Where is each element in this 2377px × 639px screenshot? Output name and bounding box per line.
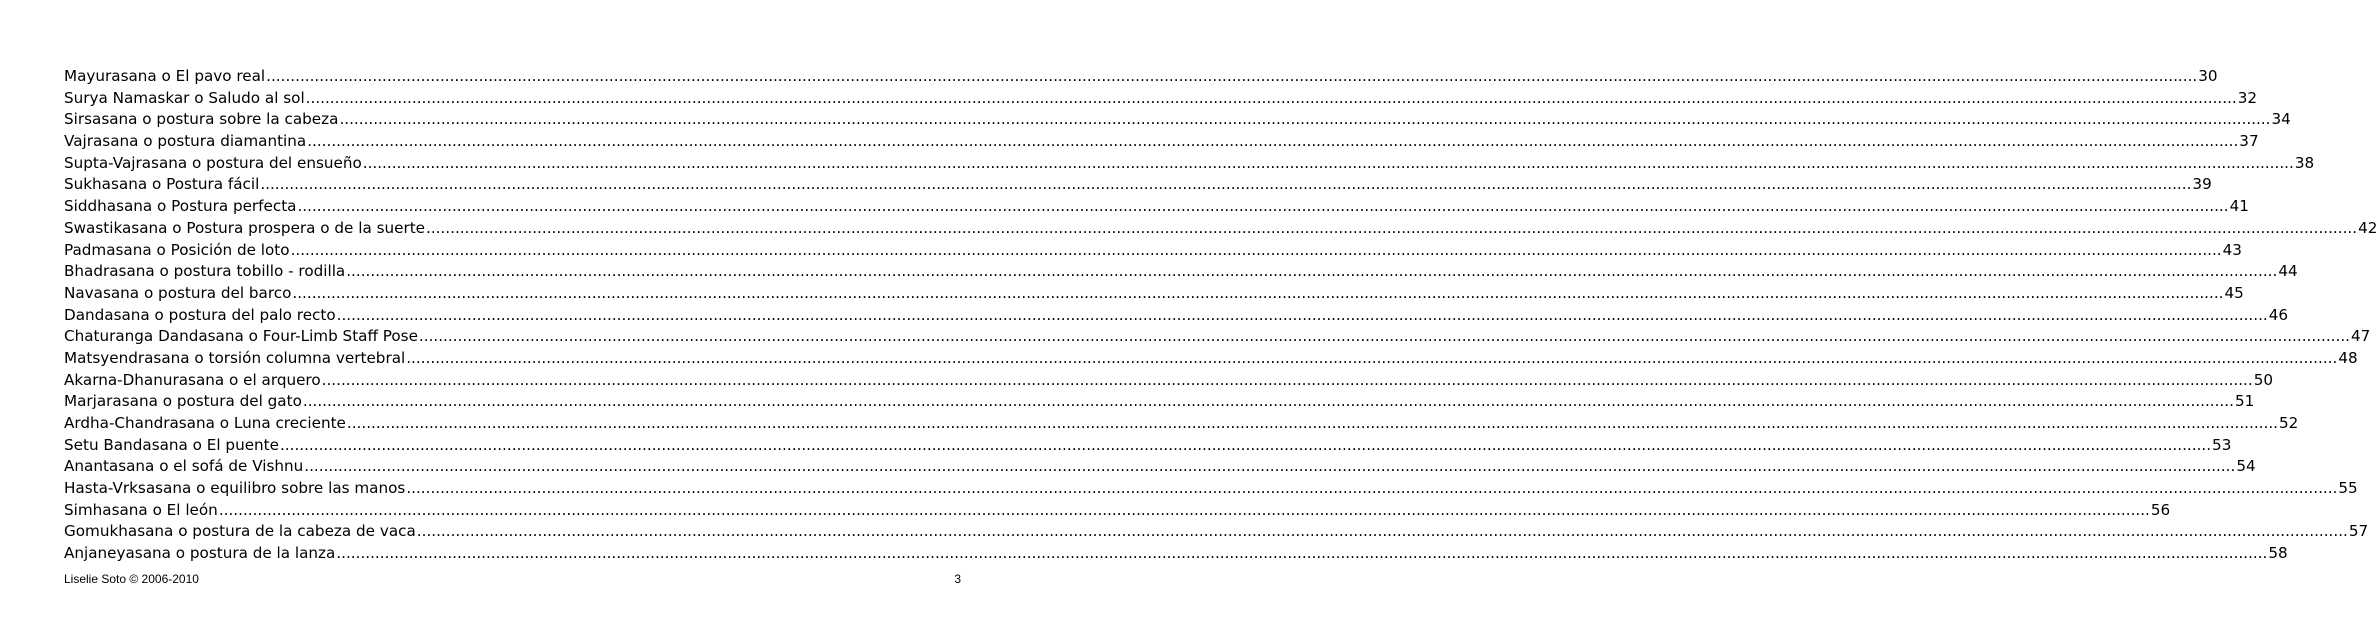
- toc-entry-title: Sukhasana o Postura fácil: [64, 175, 260, 194]
- toc-entry: [64, 478, 2358, 500]
- toc-entry-page: 41: [2229, 197, 2249, 216]
- toc-leader-dots: ................................................................................................................................................................................................................................................................................................................................................................................................................: [279, 435, 2212, 454]
- table-of-contents: [64, 66, 2377, 565]
- toc-entry-title: Surya Namaskar o Saludo al sol: [64, 88, 305, 107]
- toc-entry: [64, 153, 2315, 175]
- toc-entry: [64, 109, 2291, 131]
- toc-entry-page: 47: [2351, 327, 2371, 346]
- toc-entry-title: Navasana o postura del barco: [64, 283, 292, 302]
- toc-leader-dots: ................................................................................................................................................................................................................................................................................................................................................................................................................: [304, 457, 2236, 476]
- toc-entry: [64, 326, 2371, 348]
- toc-entry-title: Vajrasana o postura diamantina: [64, 132, 307, 151]
- toc-entry: [64, 391, 2255, 413]
- toc-entry-page: 52: [2278, 414, 2299, 432]
- toc-leader-dots: ................................................................................................................................................................................................................................................................................................................................................................................................................: [336, 544, 2268, 563]
- toc-entry-title: Padmasana o Posición de loto: [64, 240, 290, 259]
- toc-entry-page: 44: [2278, 262, 2298, 281]
- toc-entry-page: 50: [2253, 370, 2274, 389]
- toc-leader-dots: ................................................................................................................................................................................................................................................................................................................................................................................................................: [218, 500, 2150, 519]
- toc-entry-title: Ardha-Chandrasana o Luna creciente: [64, 414, 346, 432]
- toc-entry-page: 57: [2348, 522, 2369, 541]
- toc-leader-dots: ................................................................................................................................................................................................................................................................................................................................................................................................................: [302, 392, 2234, 411]
- toc-leader-dots: ................................................................................................................................................................................................................................................................................................................................................................................................................: [305, 88, 2237, 107]
- toc-leader-dots: ................................................................................................................................................................................................................................................................................................................................................................................................................: [297, 197, 2229, 216]
- toc-entry-title: Mayurasana o El pavo real: [64, 67, 266, 85]
- toc-entry-title: Marjarasana o postura del gato: [64, 392, 302, 411]
- toc-entry-page: 48: [2338, 348, 2358, 367]
- toc-leader-dots: ................................................................................................................................................................................................................................................................................................................................................................................................................: [260, 175, 2192, 194]
- toc-entry-title: Matsyendrasana o torsión columna vertebral: [64, 348, 406, 367]
- toc-entry-page: 34: [2271, 110, 2291, 129]
- toc-entry: [64, 435, 2232, 457]
- toc-entry: [64, 413, 2299, 435]
- toc-entry-page: 39: [2192, 175, 2212, 194]
- toc-entry-title: Akarna-Dhanurasana o el arquero: [64, 370, 321, 389]
- toc-leader-dots: ................................................................................................................................................................................................................................................................................................................................................................................................................: [406, 348, 2338, 367]
- toc-leader-dots: ................................................................................................................................................................................................................................................................................................................................................................................................................: [339, 110, 2271, 129]
- toc-entry-page: 58: [2268, 544, 2288, 563]
- footer-author: Liselie Soto © 2006-2010: [64, 572, 199, 586]
- toc-entry: [64, 348, 2358, 370]
- toc-entry-page: 56: [2150, 500, 2171, 519]
- toc-entry-title: Gomukhasana o postura de la cabeza de vaca: [64, 522, 416, 541]
- toc-leader-dots: ................................................................................................................................................................................................................................................................................................................................................................................................................: [336, 305, 2268, 324]
- toc-entry: [64, 283, 2244, 305]
- toc-entry: [64, 196, 2249, 218]
- toc-entry-title: Setu Bandasana o El puente: [64, 435, 279, 454]
- toc-entry: [64, 543, 2288, 565]
- toc-entry: [64, 305, 2289, 327]
- toc-entry: [64, 174, 2212, 196]
- footer-page-number: 3: [954, 572, 961, 586]
- toc-leader-dots: ................................................................................................................................................................................................................................................................................................................................................................................................................: [266, 67, 2198, 85]
- toc-entry: [64, 88, 2258, 110]
- toc-leader-dots: ................................................................................................................................................................................................................................................................................................................................................................................................................: [346, 414, 2278, 432]
- toc-entry: [64, 500, 2171, 522]
- toc-leader-dots: ................................................................................................................................................................................................................................................................................................................................................................................................................: [426, 218, 2358, 237]
- toc-entry-page: 30: [2198, 67, 2218, 85]
- toc-leader-dots: ................................................................................................................................................................................................................................................................................................................................................................................................................: [307, 132, 2239, 151]
- toc-leader-dots: ................................................................................................................................................................................................................................................................................................................................................................................................................: [292, 283, 2224, 302]
- toc-entry-title: Hasta-Vrksasana o equilibro sobre las manos: [64, 479, 406, 498]
- toc-entry: [64, 131, 2259, 153]
- toc-entry: [64, 521, 2369, 543]
- toc-entry-page: 43: [2222, 240, 2242, 259]
- toc-entry-page: 37: [2239, 132, 2259, 151]
- toc-leader-dots: ................................................................................................................................................................................................................................................................................................................................................................................................................: [418, 327, 2350, 346]
- toc-entry: [64, 218, 2377, 240]
- toc-entry-title: Bhadrasana o postura tobillo - rodilla: [64, 262, 346, 281]
- toc-entry-title: Simhasana o El león: [64, 500, 218, 519]
- toc-entry-title: Anjaneyasana o postura de la lanza: [64, 544, 336, 563]
- toc-entry-title: Anantasana o el sofá de Vishnu: [64, 457, 304, 476]
- toc-entry-title: Dandasana o postura del palo recto: [64, 305, 336, 324]
- toc-entry: [64, 240, 2242, 262]
- toc-leader-dots: ................................................................................................................................................................................................................................................................................................................................................................................................................: [416, 522, 2348, 541]
- toc-entry: [64, 66, 2218, 88]
- toc-entry-page: 46: [2268, 305, 2289, 324]
- toc-entry-title: Swastikasana o Postura prospera o de la suerte: [64, 218, 425, 237]
- toc-entry: [64, 261, 2298, 283]
- toc-entry: [64, 456, 2256, 478]
- toc-entry-page: 55: [2338, 479, 2358, 498]
- toc-entry-title: Supta-Vajrasana o postura del ensueño: [64, 153, 362, 172]
- toc-entry: [64, 370, 2274, 392]
- toc-leader-dots: ................................................................................................................................................................................................................................................................................................................................................................................................................: [321, 370, 2253, 389]
- toc-entry-title: Siddhasana o Postura perfecta: [64, 197, 297, 216]
- toc-leader-dots: ................................................................................................................................................................................................................................................................................................................................................................................................................: [346, 262, 2278, 281]
- toc-entry-page: 42: [2358, 218, 2377, 237]
- toc-entry-title: Chaturanga Dandasana o Four-Limb Staff Pose: [64, 327, 418, 346]
- toc-entry-page: 51: [2234, 392, 2255, 411]
- toc-entry-page: 38: [2294, 153, 2315, 172]
- toc-entry-title: Sirsasana o postura sobre la cabeza: [64, 110, 339, 129]
- toc-entry-page: 45: [2224, 283, 2244, 302]
- toc-leader-dots: ................................................................................................................................................................................................................................................................................................................................................................................................................: [290, 240, 2222, 259]
- toc-leader-dots: ................................................................................................................................................................................................................................................................................................................................................................................................................: [406, 479, 2338, 498]
- toc-leader-dots: ................................................................................................................................................................................................................................................................................................................................................................................................................: [362, 153, 2294, 172]
- toc-entry-page: 32: [2237, 88, 2258, 107]
- toc-entry-page: 54: [2236, 457, 2256, 476]
- toc-entry-page: 53: [2212, 435, 2232, 454]
